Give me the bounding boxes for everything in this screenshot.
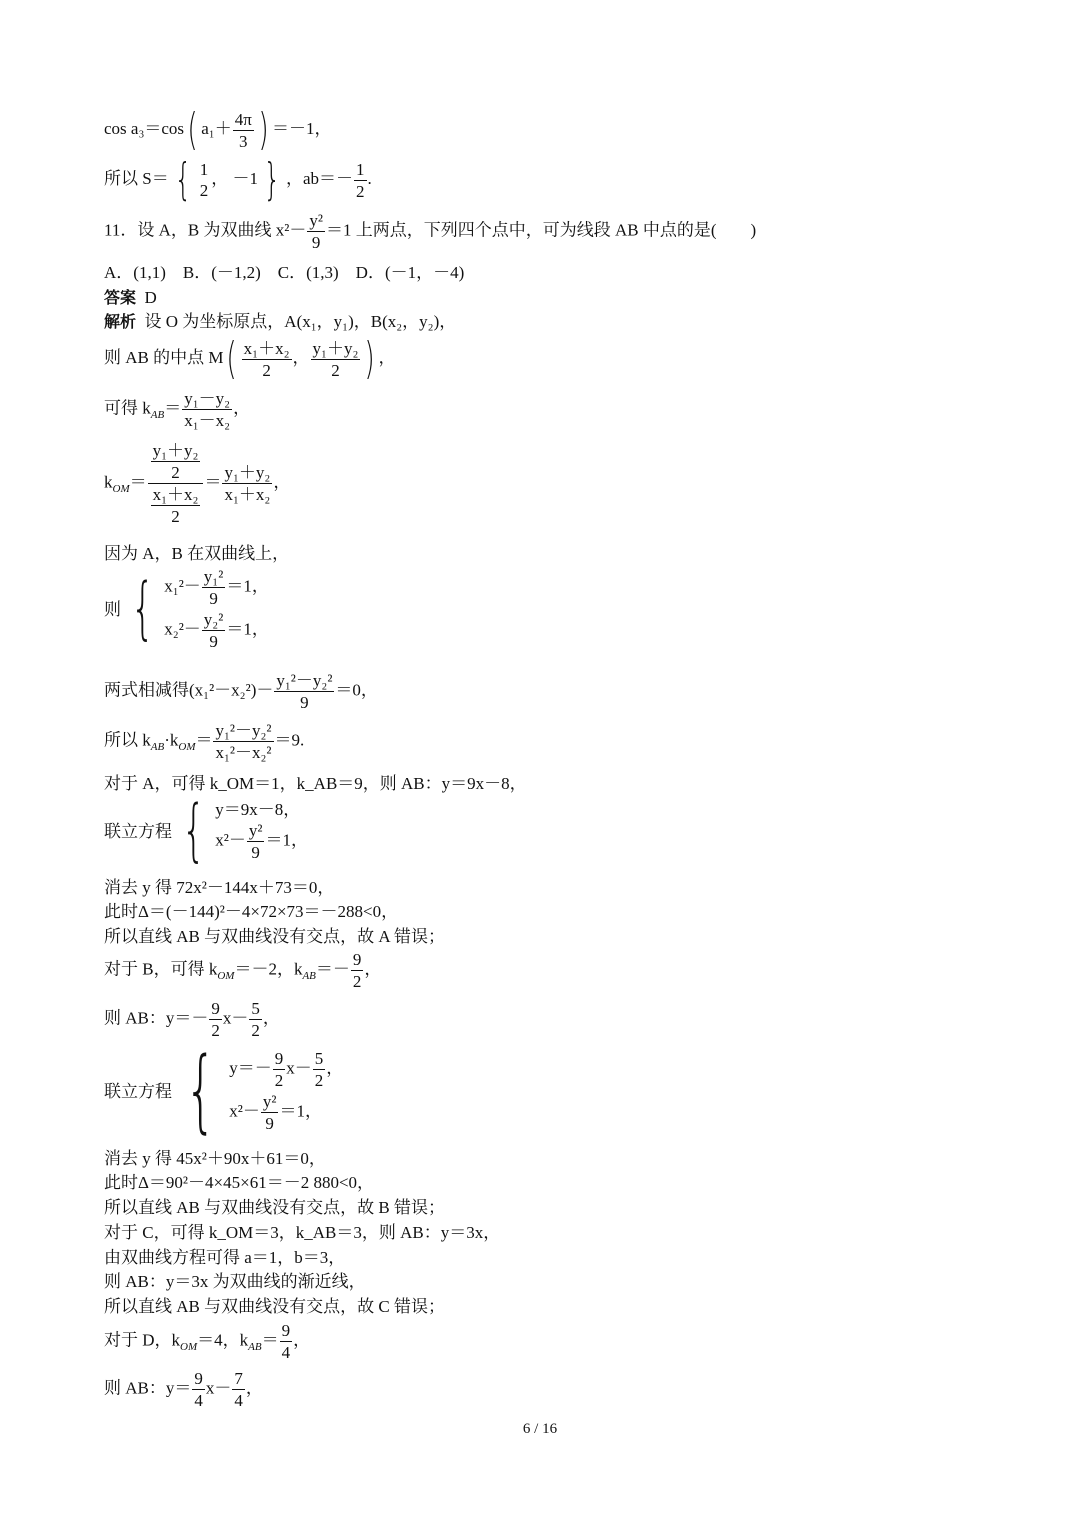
line-eliminate-a: 消去 y 得 72x²－144x＋73＝0， — [104, 878, 335, 897]
line-case-d: 对于 D，$k_{OM}=4$，$k_{AB}=$ $\frac{9}{4}$ ， — [104, 1321, 311, 1362]
line-conclude-a: 所以直线 AB 与双曲线没有交点，故 A 错误； — [104, 927, 445, 946]
line-ab-b: 则 AB：y＝－ $\frac{9}{2}$ x－ $\frac{5}{2}$ ， — [104, 999, 280, 1040]
answer-options: A．(1,1) B．(－1,2) C．(1,3) D．(－1，－4) — [104, 263, 465, 282]
answer-line: 答案 D — [104, 288, 157, 307]
line-ab-d: 则 AB：y＝ $\frac{9}{4}$ x－ $\frac{7}{4}$ ， — [104, 1369, 263, 1410]
line-asymptote: 则 AB：y＝3x 为双曲线的渐近线， — [104, 1272, 366, 1291]
line-kom: $k_{OM}=$ $\frac{\frac{\text{y₁＋y₂}}{2}}{\frac{\text{x₁＋x₂}}{2}}$ ＝ $\frac{\text{y₁＋y₂}}{\text{x₁＋x₂}}$ ， — [104, 441, 291, 526]
line-midpoint: 则 AB 的中点 M( $\frac{\text{x₁＋x₂}}{2}$ ， $\frac{\text{y₁＋y₂}}{2}$ ) ， — [104, 333, 396, 384]
analysis-line: 解析 设 O 为坐标原点，A(x₁，y₁)，B(x₂，y₂)， — [104, 312, 457, 331]
line-kab: 可得 $k_{AB}=$ $\frac{\text{y₁－y₂}}{\text{x₁－x₂}}$ ， — [104, 389, 251, 430]
page-number: 6 / 16 — [522, 1421, 558, 1437]
line-conclude-c: 所以直线 AB 与双曲线没有交点，故 C 错误； — [104, 1297, 445, 1316]
line-delta-b: 此时Δ＝90²－4×45×61＝－2 880<0， — [104, 1173, 375, 1192]
line-eliminate-b: 消去 y 得 45x²＋90x＋61＝0， — [104, 1149, 326, 1168]
question-11: 11．设 A，B 为双曲线 x²－ $\frac{\text{y²}}{9}$ ＝1 上两点，下列四个点中，可为线段 AB 中点的是( ) — [104, 211, 757, 252]
line-case-b: 对于 B，可得 $k_{OM}=-2$，$k_{AB}=-$ $\frac{9}{2}$ ， — [104, 950, 382, 991]
line-product: 所以 $k_{AB}\cdot k_{OM}=$ $\frac{\text{y₁²－y₂²}}{\text{x₁²－x₂²}}$ ＝9. — [104, 721, 305, 762]
line-case-a: 对于 A，可得 k_OM＝1，k_AB＝9，则 AB：y＝9x－8， — [104, 774, 527, 793]
line-delta-a: 此时Δ＝(－144)²－4×72×73＝－288<0， — [104, 902, 399, 921]
line-ab-values: 由双曲线方程可得 a＝1，b＝3， — [104, 1248, 346, 1267]
line-cos-a3: cos a₃＝cos( a₁＋ $\frac{4\pi}{3}$ ) ＝－1， — [104, 104, 332, 155]
line-case-c: 对于 C，可得 k_OM＝3，k_AB＝3，则 AB：y＝3x， — [104, 1223, 501, 1242]
line-conclude-b: 所以直线 AB 与双曲线没有交点，故 B 错误； — [104, 1198, 445, 1217]
system-b: 联立方程 { y＝－ $\frac{9}{2}$ x－ $\frac{5}{2}$ ， x²－ $\frac{\text{y²}}{9}$ ＝1， — [104, 1038, 344, 1143]
line-on-hyperbola: 因为 A，B 在双曲线上， — [104, 544, 290, 563]
line-subtract: 两式相减得(x₁²－x₂²)－ $\frac{\text{y₁²－y₂²}}{9}$ ＝0， — [104, 671, 378, 712]
system-a: 联立方程 { y＝9x－8， x²－ $\frac{\text{y²}}{9}$ ＝1， — [104, 791, 308, 870]
line-set-s: 所以 S＝ { 1 2 ， －1 } ，ab＝－ $\frac{1}{2}$ . — [104, 154, 372, 205]
system-1: 则 { x₁²－ $\frac{\text{y₁²}}{9}$ ＝1， x₂²－ $\frac{\text{y₂²}}{9}$ ＝1， — [104, 567, 269, 651]
